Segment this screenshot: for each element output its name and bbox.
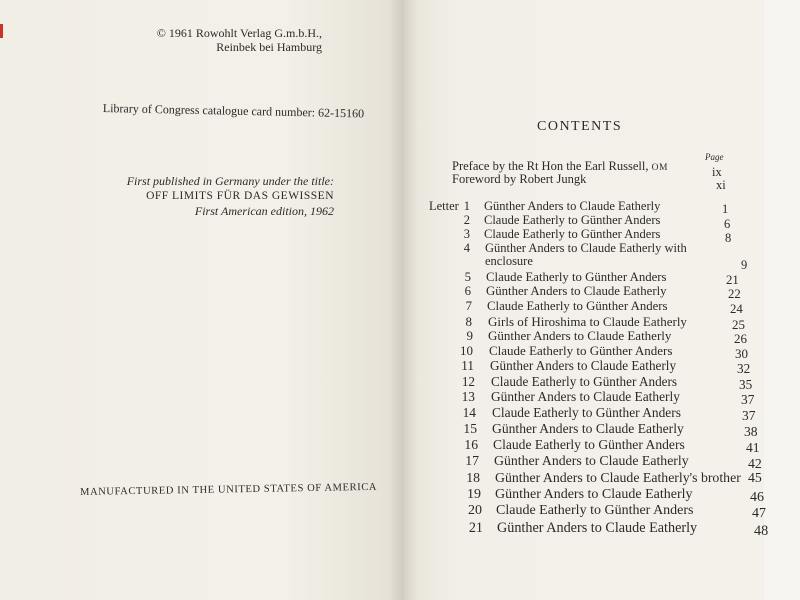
entry-title: Günther Anders to Claude Eatherly	[490, 358, 677, 373]
entry-number: 5	[464, 270, 471, 284]
foreword-entry: Foreword by Robert Jungk	[452, 172, 587, 186]
entry-number: 7	[465, 299, 472, 313]
entry-number: 16	[464, 437, 478, 452]
copyright-notice	[154, 26, 322, 54]
contents-heading: CONTENTS	[537, 119, 623, 134]
entry-page-number: 26	[734, 331, 747, 346]
entry-title: Claude Eatherly to Günther Anders	[484, 227, 661, 241]
letter-column-label: Letter	[429, 199, 459, 213]
entry-title: Claude Eatherly to Günther Anders	[491, 374, 678, 389]
entry-title: Claude Eatherly to Günther Anders	[489, 343, 673, 358]
entry-number: 6	[464, 284, 471, 298]
entry-title: Claude Eatherly to Günther Anders	[493, 437, 685, 452]
entry-page-number: 22	[728, 287, 741, 301]
manufactured-notice: MANUFACTURED IN THE UNITED STATES OF AMERICA	[80, 481, 378, 498]
entry-title: Girls of Hiroshima to Claude Eatherly	[488, 314, 687, 329]
entry-page-number: 37	[742, 408, 756, 423]
entry-number: 12	[461, 374, 475, 389]
entry-title: Günther Anders to Claude Eatherly's brother	[495, 470, 741, 485]
entry-title-continued: enclosure	[485, 254, 533, 268]
entry-page-number: 41	[746, 440, 760, 455]
entry-page-number: 48	[754, 523, 769, 539]
first-publication-block	[104, 174, 334, 219]
entry-number: 9	[466, 328, 473, 343]
entry-page-number: 35	[739, 377, 753, 392]
red-tab-marker	[0, 24, 3, 38]
entry-title: Claude Eatherly to Günther Anders	[486, 270, 667, 284]
entry-page-number: 45	[748, 470, 762, 485]
entry-title: Claude Eatherly to Günther Anders	[496, 503, 694, 518]
entry-number: 21	[468, 520, 483, 536]
entry-number: 15	[463, 421, 477, 436]
entry-number: 17	[465, 453, 479, 468]
entry-number: 14	[462, 405, 476, 420]
entry-page-number: 37	[741, 392, 755, 407]
entry-page-number: 21	[726, 273, 739, 287]
entry-title: Günther Anders to Claude Eatherly	[491, 389, 680, 404]
entry-page-number: 32	[737, 361, 751, 376]
entry-number: 3	[463, 227, 470, 241]
entry-page-number: 47	[752, 506, 766, 521]
foreword-page-number: xi	[716, 178, 726, 192]
entry-title: Günther Anders to Claude Eatherly	[486, 284, 667, 298]
entry-title: Günther Anders to Claude Eatherly	[494, 453, 689, 468]
entry-title: Günther Anders to Claude Eatherly with	[485, 241, 687, 255]
entry-page-number: 1	[722, 202, 729, 216]
entry-title: Günther Anders to Claude Eatherly	[488, 328, 672, 343]
entry-number: 10	[460, 343, 473, 358]
entry-page-number: 6	[724, 217, 731, 231]
entry-title: Günther Anders to Claude Eatherly	[497, 520, 698, 536]
entry-title: Günther Anders to Claude Eatherly	[495, 487, 693, 502]
entry-page-number: 46	[750, 490, 764, 505]
library-of-congress-line: Library of Congress catalogue card number: 62-15160	[102, 101, 365, 121]
entry-number: 18	[466, 470, 480, 485]
entry-page-number: 38	[744, 424, 758, 439]
original-title: OFF LIMITS FÜR DAS GEWISSEN	[146, 190, 334, 202]
entry-title: Günther Anders to Claude Eatherly	[492, 421, 684, 436]
entry-title: Günther Anders to Claude Eatherly	[484, 199, 661, 213]
entry-title: Claude Eatherly to Günther Anders	[487, 299, 668, 313]
entry-page-number: 25	[732, 317, 745, 332]
entry-number: 11	[461, 358, 474, 373]
entry-number: 13	[461, 389, 475, 404]
first-american-edition: First American edition, 1962	[194, 204, 334, 218]
copyright-line-2: Reinbek bei Hamburg	[216, 40, 322, 54]
entry-title: Claude Eatherly to Günther Anders	[492, 405, 681, 420]
preface-page-number: ix	[712, 165, 722, 179]
preface-title: Preface by the Rt Hon the Earl Russell,	[452, 159, 649, 173]
preface-om: OM	[651, 163, 668, 173]
entry-page-number: 42	[748, 456, 762, 471]
copyright-line-1: © 1961 Rowohlt Verlag G.m.b.H.,	[156, 26, 322, 40]
entry-page-number: 30	[735, 346, 748, 361]
entry-page-number: 24	[730, 302, 743, 316]
entry-number: 1	[463, 199, 470, 213]
entry-title: Claude Eatherly to Günther Anders	[484, 213, 661, 227]
entry-page-number: 8	[725, 231, 732, 245]
page-column-label: Page	[705, 152, 724, 162]
entry-page-number: 9	[741, 258, 748, 272]
entry-number: 8	[465, 314, 472, 329]
table-surface	[764, 0, 800, 600]
entry-number: 19	[467, 487, 481, 502]
entry-number: 20	[468, 503, 482, 518]
entry-number: 4	[463, 241, 470, 255]
entry-number: 2	[463, 213, 470, 227]
first-published-note: First published in Germany under the title:	[126, 174, 334, 188]
